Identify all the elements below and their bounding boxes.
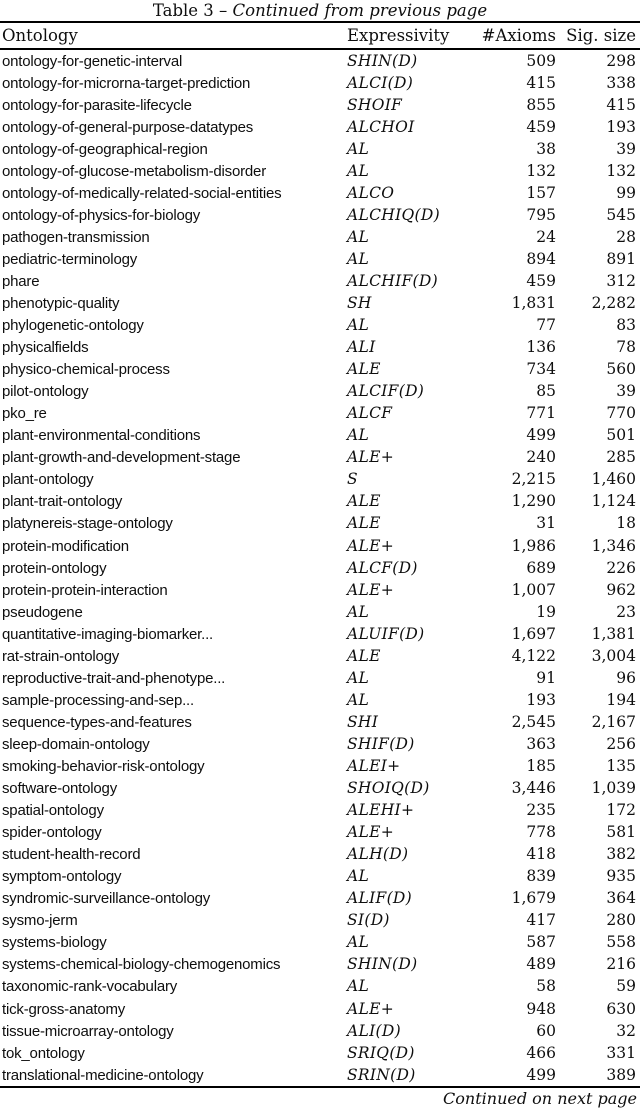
signature-size: 83 bbox=[616, 316, 636, 335]
axiom-count: 132 bbox=[526, 161, 556, 180]
ontology-name: plant-environmental-conditions bbox=[2, 427, 201, 445]
table-row bbox=[0, 755, 640, 777]
ontology-name: protein-modification bbox=[2, 537, 129, 555]
table-row bbox=[0, 975, 640, 997]
expressivity-value: ALCO bbox=[347, 183, 395, 202]
table-row bbox=[0, 50, 640, 72]
signature-size: 1,460 bbox=[591, 470, 636, 489]
signature-size: 226 bbox=[606, 558, 636, 577]
signature-size: 28 bbox=[616, 227, 636, 246]
expressivity-value: AL bbox=[347, 602, 370, 621]
axiom-count: 948 bbox=[526, 999, 556, 1018]
table-row bbox=[0, 601, 640, 623]
expressivity-value: ALI bbox=[347, 338, 376, 357]
expressivity-value: ALH(D) bbox=[347, 845, 409, 864]
axiom-count: 185 bbox=[526, 757, 556, 775]
expressivity-value: SI(D) bbox=[347, 911, 390, 930]
table-row bbox=[0, 557, 640, 579]
ontology-name: sleep-domain-ontology bbox=[2, 735, 150, 753]
axiom-count: 1,831 bbox=[511, 294, 556, 313]
column-header-axioms: #Axioms bbox=[481, 26, 556, 45]
ontology-name: pilot-ontology bbox=[2, 383, 89, 401]
signature-size: 18 bbox=[616, 514, 636, 533]
column-header-ontology: Ontology bbox=[2, 26, 78, 45]
table-body bbox=[0, 50, 640, 1086]
expressivity-value: ALE+ bbox=[347, 580, 394, 599]
axiom-count: 77 bbox=[536, 316, 556, 335]
axiom-count: 489 bbox=[526, 955, 556, 974]
table-row bbox=[0, 380, 640, 402]
axiom-count: 4,122 bbox=[511, 646, 556, 665]
ontology-name: sequence-types-and-features bbox=[2, 713, 192, 731]
expressivity-value: AL bbox=[347, 426, 370, 445]
table-row bbox=[0, 711, 640, 733]
signature-size: 39 bbox=[616, 382, 636, 401]
axiom-count: 418 bbox=[526, 845, 556, 864]
axiom-count: 1,679 bbox=[511, 889, 556, 908]
table-caption-continued: Continued from previous page bbox=[232, 1, 488, 20]
signature-size: 78 bbox=[616, 338, 636, 357]
table-row bbox=[0, 270, 640, 292]
table-row bbox=[0, 689, 640, 711]
axiom-count: 795 bbox=[526, 205, 556, 224]
signature-size: 135 bbox=[606, 757, 636, 775]
signature-size: 256 bbox=[606, 734, 636, 753]
signature-size: 285 bbox=[606, 448, 636, 467]
expressivity-value: ALE bbox=[347, 360, 381, 379]
axiom-count: 734 bbox=[526, 360, 556, 379]
ontology-name: tick-gross-anatomy bbox=[2, 1000, 126, 1018]
ontology-name: phare bbox=[2, 272, 40, 290]
ontology-name: pko_re bbox=[2, 405, 47, 423]
signature-size: 581 bbox=[606, 823, 636, 842]
signature-size: 312 bbox=[606, 271, 636, 290]
signature-size: 891 bbox=[606, 249, 636, 268]
table-row bbox=[0, 446, 640, 468]
expressivity-value: AL bbox=[347, 139, 370, 158]
signature-size: 770 bbox=[606, 404, 636, 423]
expressivity-value: ALE bbox=[347, 514, 381, 533]
signature-size: 501 bbox=[606, 426, 636, 445]
expressivity-value: S bbox=[347, 470, 358, 489]
signature-size: 935 bbox=[606, 867, 636, 886]
table-row bbox=[0, 358, 640, 380]
axiom-count: 3,446 bbox=[511, 779, 556, 798]
signature-size: 1,381 bbox=[591, 624, 636, 643]
axiom-count: 459 bbox=[526, 117, 556, 136]
ontology-name: systems-biology bbox=[2, 934, 107, 952]
table-row bbox=[0, 821, 640, 843]
expressivity-value: SHI bbox=[347, 712, 379, 731]
table-row bbox=[0, 512, 640, 534]
axiom-count: 894 bbox=[526, 249, 556, 268]
table-row bbox=[0, 248, 640, 270]
expressivity-value: SHIN(D) bbox=[347, 51, 418, 70]
expressivity-value: SH bbox=[347, 294, 372, 313]
expressivity-value: ALCHIQ(D) bbox=[347, 205, 440, 224]
expressivity-value: AL bbox=[347, 249, 370, 268]
signature-size: 39 bbox=[616, 139, 636, 158]
expressivity-value: AL bbox=[347, 977, 370, 996]
table-row bbox=[0, 182, 640, 204]
ontology-name: ontology-for-microrna-target-prediction bbox=[2, 74, 251, 92]
table-caption bbox=[0, 0, 640, 21]
table-row bbox=[0, 953, 640, 975]
table-row bbox=[0, 579, 640, 601]
signature-size: 194 bbox=[606, 690, 636, 709]
column-header-expressivity: Expressivity bbox=[347, 26, 450, 45]
signature-size: 545 bbox=[606, 205, 636, 224]
expressivity-value: AL bbox=[347, 316, 370, 335]
axiom-count: 499 bbox=[526, 1065, 556, 1084]
axiom-count: 417 bbox=[526, 911, 556, 930]
signature-size: 1,124 bbox=[591, 492, 636, 511]
signature-size: 96 bbox=[616, 668, 636, 687]
table-row bbox=[0, 1042, 640, 1064]
signature-size: 280 bbox=[606, 911, 636, 930]
table-row bbox=[0, 1064, 640, 1086]
axiom-count: 509 bbox=[526, 51, 556, 70]
axiom-count: 58 bbox=[536, 977, 556, 996]
signature-size: 59 bbox=[616, 977, 636, 996]
axiom-count: 31 bbox=[536, 514, 556, 533]
signature-size: 382 bbox=[606, 845, 636, 864]
ontology-name: ontology-of-medically-related-social-entities bbox=[2, 184, 282, 202]
signature-size: 364 bbox=[606, 889, 636, 908]
expressivity-value: ALEI+ bbox=[347, 757, 401, 775]
axiom-count: 19 bbox=[536, 602, 556, 621]
ontology-name: ontology-of-geographical-region bbox=[2, 140, 208, 158]
signature-size: 338 bbox=[606, 73, 636, 92]
ontology-name: taxonomic-rank-vocabulary bbox=[2, 978, 178, 996]
expressivity-value: ALCF bbox=[347, 404, 393, 423]
ontology-name: plant-trait-ontology bbox=[2, 493, 123, 511]
axiom-count: 1,290 bbox=[511, 492, 556, 511]
table-row bbox=[0, 998, 640, 1020]
table-caption-number: Table 3 – bbox=[152, 1, 233, 20]
expressivity-value: ALUIF(D) bbox=[347, 624, 425, 643]
expressivity-value: SRIN(D) bbox=[347, 1065, 416, 1084]
ontology-name: student-health-record bbox=[2, 846, 141, 864]
expressivity-value: SHIF(D) bbox=[347, 734, 415, 753]
ontology-name: ontology-of-physics-for-biology bbox=[2, 206, 201, 224]
ontology-name: ontology-of-glucose-metabolism-disorder bbox=[2, 162, 266, 180]
ontology-name: ontology-for-parasite-lifecycle bbox=[2, 96, 192, 114]
expressivity-value: AL bbox=[347, 933, 370, 952]
expressivity-value: ALEHI+ bbox=[347, 801, 415, 820]
expressivity-value: AL bbox=[347, 161, 370, 180]
expressivity-value: ALE+ bbox=[347, 823, 394, 842]
axiom-count: 136 bbox=[526, 338, 556, 357]
ontology-name: protein-ontology bbox=[2, 559, 107, 577]
axiom-count: 2,215 bbox=[511, 470, 556, 489]
table-row bbox=[0, 887, 640, 909]
ontology-name: ontology-for-genetic-interval bbox=[2, 52, 183, 70]
axiom-count: 499 bbox=[526, 426, 556, 445]
column-header-sig-size: Sig. size bbox=[566, 26, 636, 45]
axiom-count: 1,986 bbox=[511, 536, 556, 555]
expressivity-value: ALE bbox=[347, 646, 381, 665]
signature-size: 23 bbox=[616, 602, 636, 621]
ontology-name: sysmo-jerm bbox=[2, 912, 78, 930]
signature-size: 630 bbox=[606, 999, 636, 1018]
table-row bbox=[0, 1020, 640, 1042]
table-row bbox=[0, 490, 640, 512]
ontology-name: plant-ontology bbox=[2, 471, 94, 489]
ontology-name: reproductive-trait-and-phenotype... bbox=[2, 669, 226, 687]
table-row bbox=[0, 292, 640, 314]
ontology-name: phylogenetic-ontology bbox=[2, 317, 144, 335]
table-row bbox=[0, 72, 640, 94]
expressivity-value: ALE+ bbox=[347, 536, 394, 555]
signature-size: 389 bbox=[606, 1065, 636, 1084]
expressivity-value: AL bbox=[347, 690, 370, 709]
signature-size: 558 bbox=[606, 933, 636, 952]
expressivity-value: AL bbox=[347, 668, 370, 687]
ontology-name: spider-ontology bbox=[2, 824, 102, 842]
ontology-name: quantitative-imaging-biomarker... bbox=[2, 625, 214, 643]
table-row bbox=[0, 336, 640, 358]
ontology-name: plant-growth-and-development-stage bbox=[2, 449, 241, 467]
signature-size: 962 bbox=[606, 580, 636, 599]
table-row bbox=[0, 94, 640, 116]
table-row bbox=[0, 402, 640, 424]
table-row bbox=[0, 226, 640, 248]
table-row bbox=[0, 733, 640, 755]
table-row bbox=[0, 138, 640, 160]
ontology-name: symptom-ontology bbox=[2, 868, 122, 886]
ontology-name: pathogen-transmission bbox=[2, 228, 150, 246]
table-row bbox=[0, 116, 640, 138]
axiom-count: 587 bbox=[526, 933, 556, 952]
signature-size: 2,167 bbox=[591, 712, 636, 731]
ontology-name: tok_ontology bbox=[2, 1044, 85, 1062]
ontology-name: rat-strain-ontology bbox=[2, 647, 120, 665]
axiom-count: 459 bbox=[526, 271, 556, 290]
axiom-count: 38 bbox=[536, 139, 556, 158]
signature-size: 560 bbox=[606, 360, 636, 379]
signature-size: 415 bbox=[606, 95, 636, 114]
expressivity-value: AL bbox=[347, 867, 370, 886]
axiom-count: 157 bbox=[526, 183, 556, 202]
ontology-name: sample-processing-and-sep... bbox=[2, 691, 194, 709]
ontology-name: software-ontology bbox=[2, 780, 117, 798]
ontology-name: pseudogene bbox=[2, 603, 83, 621]
table-row bbox=[0, 535, 640, 557]
ontology-name: tissue-microarray-ontology bbox=[2, 1022, 174, 1040]
expressivity-value: ALE bbox=[347, 492, 381, 511]
axiom-count: 415 bbox=[526, 73, 556, 92]
axiom-count: 91 bbox=[536, 668, 556, 687]
signature-size: 1,346 bbox=[591, 536, 636, 555]
axiom-count: 1,697 bbox=[511, 624, 556, 643]
expressivity-value: SHIN(D) bbox=[347, 955, 418, 974]
signature-size: 331 bbox=[606, 1043, 636, 1062]
axiom-count: 771 bbox=[526, 404, 556, 423]
signature-size: 2,282 bbox=[591, 294, 636, 313]
table-row bbox=[0, 909, 640, 931]
ontology-name: phenotypic-quality bbox=[2, 295, 120, 313]
axiom-count: 60 bbox=[536, 1021, 556, 1040]
signature-size: 132 bbox=[606, 161, 636, 180]
expressivity-value: ALCF(D) bbox=[347, 558, 418, 577]
expressivity-value: ALE+ bbox=[347, 999, 394, 1018]
ontology-name: translational-medicine-ontology bbox=[2, 1066, 204, 1084]
expressivity-value: AL bbox=[347, 227, 370, 246]
table-header-row bbox=[0, 23, 640, 48]
expressivity-value: SHOIQ(D) bbox=[347, 779, 430, 798]
expressivity-value: ALIF(D) bbox=[347, 889, 412, 908]
ontology-name: spatial-ontology bbox=[2, 802, 104, 820]
axiom-count: 235 bbox=[526, 801, 556, 820]
axiom-count: 24 bbox=[536, 227, 556, 246]
axiom-count: 240 bbox=[526, 448, 556, 467]
signature-size: 298 bbox=[606, 51, 636, 70]
expressivity-value: ALE+ bbox=[347, 448, 394, 467]
ontology-name: syndromic-surveillance-ontology bbox=[2, 890, 211, 908]
expressivity-value: ALCHOI bbox=[347, 117, 415, 136]
table-row bbox=[0, 865, 640, 887]
table-row bbox=[0, 204, 640, 226]
axiom-count: 839 bbox=[526, 867, 556, 886]
axiom-count: 689 bbox=[526, 558, 556, 577]
ontology-name: protein-protein-interaction bbox=[2, 581, 168, 599]
signature-size: 216 bbox=[606, 955, 636, 974]
table-row bbox=[0, 424, 640, 446]
axiom-count: 2,545 bbox=[511, 712, 556, 731]
expressivity-value: SRIQ(D) bbox=[347, 1043, 415, 1062]
ontology-name: platynereis-stage-ontology bbox=[2, 515, 173, 533]
ontology-name: pediatric-terminology bbox=[2, 250, 138, 268]
axiom-count: 363 bbox=[526, 734, 556, 753]
ontology-name: smoking-behavior-risk-ontology bbox=[2, 758, 205, 775]
axiom-count: 85 bbox=[536, 382, 556, 401]
table-row bbox=[0, 468, 640, 490]
signature-size: 3,004 bbox=[591, 646, 636, 665]
table-row bbox=[0, 799, 640, 821]
signature-size: 32 bbox=[616, 1021, 636, 1040]
expressivity-value: ALCIF(D) bbox=[347, 382, 425, 401]
axiom-count: 855 bbox=[526, 95, 556, 114]
table-row bbox=[0, 931, 640, 953]
continued-footer: Continued on next page bbox=[443, 1088, 637, 1108]
expressivity-value: SHOIF bbox=[347, 95, 403, 114]
axiom-count: 778 bbox=[526, 823, 556, 842]
table-row bbox=[0, 160, 640, 182]
table-row bbox=[0, 777, 640, 799]
ontology-name: physico-chemical-process bbox=[2, 361, 170, 379]
table-row bbox=[0, 623, 640, 645]
axiom-count: 193 bbox=[526, 690, 556, 709]
table-row bbox=[0, 314, 640, 336]
expressivity-value: ALI(D) bbox=[347, 1021, 401, 1040]
signature-size: 193 bbox=[606, 117, 636, 136]
expressivity-value: ALCHIF(D) bbox=[347, 271, 438, 290]
table-row bbox=[0, 645, 640, 667]
signature-size: 99 bbox=[616, 183, 636, 202]
ontology-name: systems-chemical-biology-chemogenomics bbox=[2, 956, 281, 974]
signature-size: 1,039 bbox=[591, 779, 636, 798]
ontology-name: ontology-of-general-purpose-datatypes bbox=[2, 118, 254, 136]
ontology-name: physicalfields bbox=[2, 339, 89, 357]
signature-size: 172 bbox=[606, 801, 636, 820]
table-row bbox=[0, 667, 640, 689]
table-row bbox=[0, 843, 640, 865]
expressivity-value: ALCI(D) bbox=[347, 73, 414, 92]
axiom-count: 1,007 bbox=[511, 580, 556, 599]
axiom-count: 466 bbox=[526, 1043, 556, 1062]
